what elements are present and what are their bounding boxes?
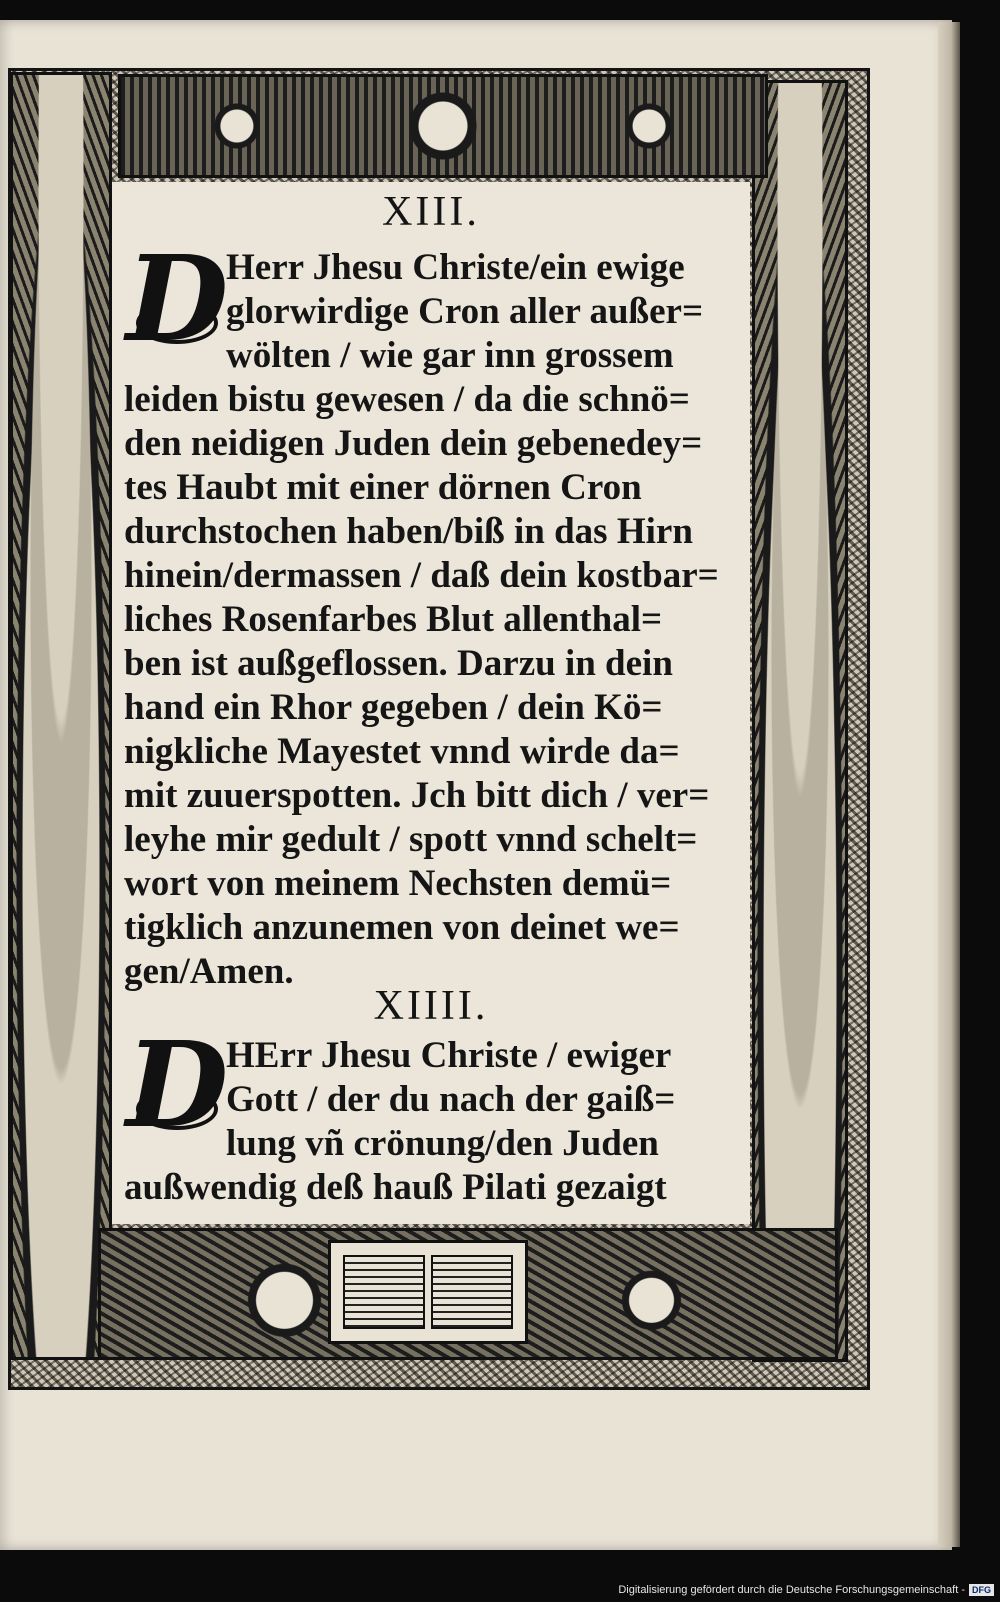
text-line: nigkliche Mayestet vnnd wirde da= <box>124 731 680 772</box>
text-block <box>112 182 750 1224</box>
text-line: leyhe mir gedult / spott vnnd schelt= <box>124 819 698 860</box>
open-book-icon <box>328 1240 528 1344</box>
text-line: ben ist außgeflossen. Darzu in dein <box>124 643 673 684</box>
credit-text: Digitalisierung gefördert durch die Deutsche Forschungsgemeinschaft - <box>618 1584 965 1596</box>
text-line: hinein/dermassen / daß dein kostbar= <box>124 555 719 596</box>
text-line: wölten / wie gar inn grossem <box>226 335 674 376</box>
text-line: leiden bistu gewesen / da die schnö= <box>124 379 690 420</box>
digitization-credit <box>618 1584 994 1596</box>
text-line: tes Haubt mit einer dörnen Cron <box>124 467 642 508</box>
text-line: gen/Amen. <box>124 951 294 992</box>
section-heading: XIIII. <box>373 983 489 1029</box>
text-line: liches Rosenfarbes Blut allenthal= <box>124 599 663 640</box>
text-line: hand ein Rhor gegeben / dein Kö= <box>124 687 663 728</box>
woodcut-left-border <box>10 72 112 1360</box>
text-line: Gott / der du nach der gaiß= <box>226 1079 676 1120</box>
decorated-initial: D <box>126 229 229 368</box>
dfg-logo: DFG <box>969 1584 994 1596</box>
text-line: glorwirdige Cron aller außer= <box>226 291 704 332</box>
text-line: außwendig deß hauß Pilati gezaigt <box>124 1167 667 1208</box>
text-line: lung vñ crönung/den Juden <box>226 1123 659 1164</box>
text-line: Herr Jhesu Christe/ein ewige <box>226 247 685 288</box>
woodcut-right-border <box>752 80 848 1362</box>
text-line: HErr Jhesu Christe / ewiger <box>226 1035 672 1076</box>
page-edge <box>938 22 960 1547</box>
text-line: mit zuuerspotten. Jch bitt dich / ver= <box>124 775 710 816</box>
decorated-initial: D <box>126 1015 229 1154</box>
text-line: den neidigen Juden dein gebenedey= <box>124 423 703 464</box>
woodcut-top-panel <box>118 74 768 178</box>
text-line: tigklich anzunemen von deinet we= <box>124 907 680 948</box>
text-line: durchstochen haben/biß in das Hirn <box>124 511 693 552</box>
text-line: wort von meinem Nechsten demü= <box>124 863 672 904</box>
section-heading: XIII. <box>382 189 480 235</box>
